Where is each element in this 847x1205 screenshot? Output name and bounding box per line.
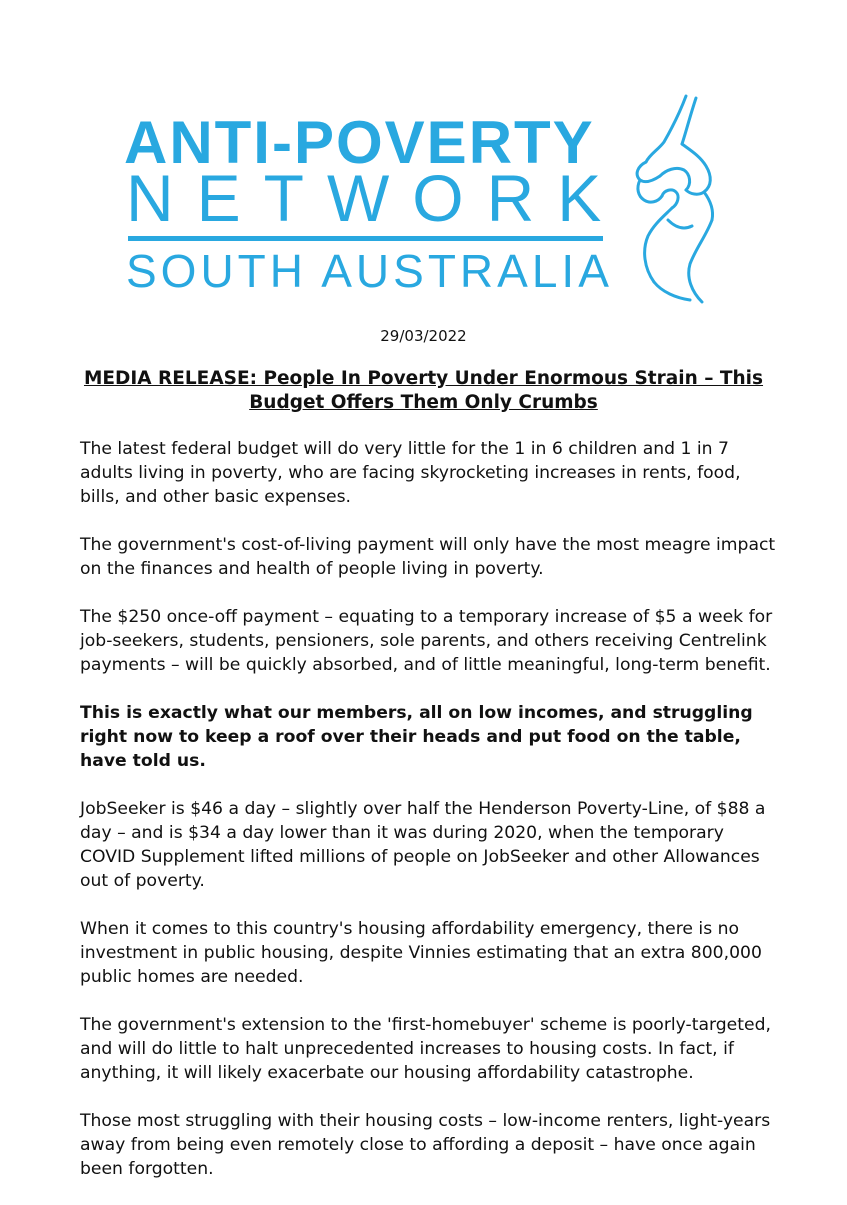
release-date: 29/03/2022 [380,327,467,345]
body-paragraph: When it comes to this country's housing affordability emergency, there is no investment in public housing, despite Vinnies estimating that an extra 800,000 public homes are needed. [80,919,762,987]
body-paragraph: The government's cost-of-living payment will only have the most meagre impact on the finances and health of people living in poverty. [80,535,776,579]
body-paragraph: The $250 once-off payment – equating to a temporary increase of $5 a week for job-seekers, students, pensioners, sole parents, and others receiving Centrelink payments – will be quickly absorbed, and of little meaningful, long-term benefit. [80,607,773,675]
body-paragraph: Those most struggling with their housing costs – low-income renters, light-years away from being even remotely close to affording a deposit – have once again been forgotten. [80,1111,771,1179]
body-paragraph: The government's extension to the 'first-homebuyer' scheme is poorly-targeted, and will do little to halt unprecedented increases to housing costs. In fact, if anything, it will likely exacerbate our housing affordability catastrophe. [80,1015,771,1083]
organization-logo [0,0,847,330]
body-paragraph: The latest federal budget will do very little for the 1 in 6 children and 1 in 7 adults living in poverty, who are facing skyrocketing increases in rents, food, bills, and other basic expenses. [80,439,741,507]
logo-text-network: NETWORK [126,161,625,235]
highlighted-paragraph: This is exactly what our members, all on low incomes, and struggling right now to keep a roof over their heads and put food on the table, have told us. [80,703,753,771]
logo-text-anti-poverty: ANTI-POVERTY [124,109,595,176]
clasped-hands-icon [620,92,740,322]
body-paragraph: JobSeeker is $46 a day – slightly over half the Henderson Poverty-Line, of $88 a day – and is $34 a day lower than it was during 2020, when the temporary COVID Supplement lifted millions of people on JobSeeker and other Allowances out of poverty. [80,799,766,891]
release-body [80,437,780,1205]
page-title: MEDIA RELEASE: People In Poverty Under Enormous Strain – This Budget Offers Them Only Crumbs [83,368,764,413]
logo-text-south-australia: SOUTH AUSTRALIA [126,245,613,297]
logo-divider [128,236,603,241]
